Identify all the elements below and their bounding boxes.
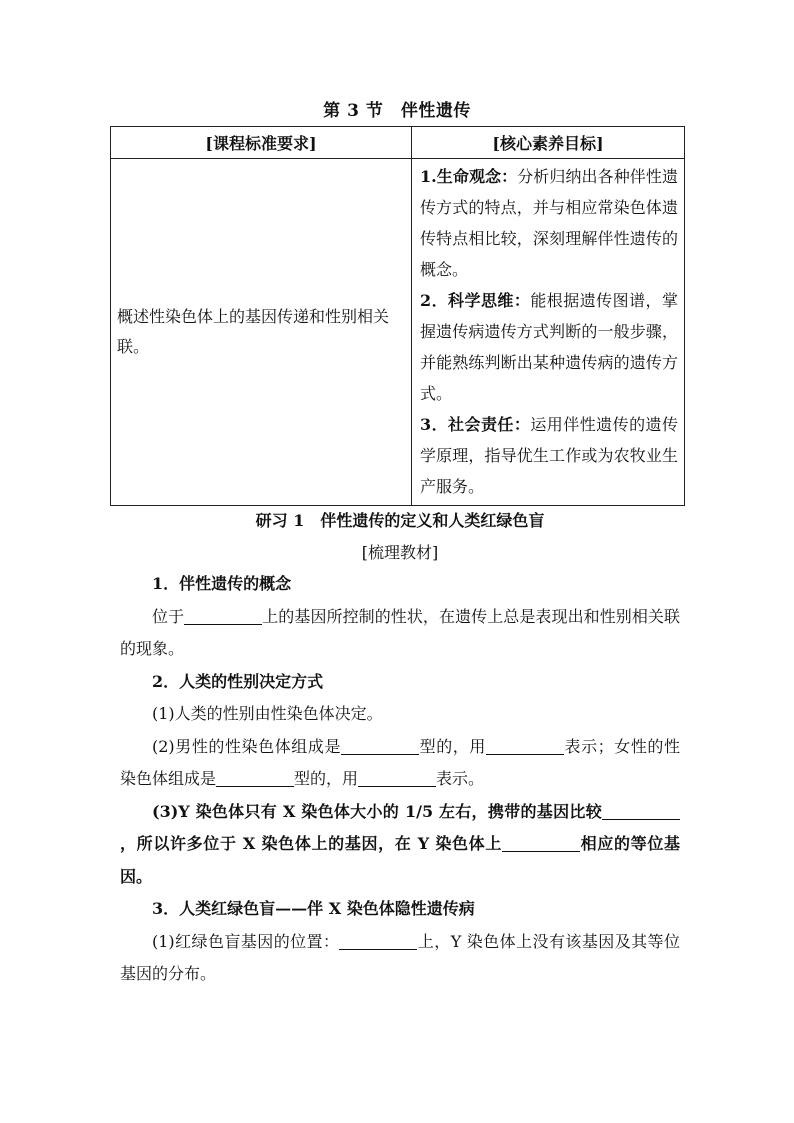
study-title: 研习 1 伴性遗传的定义和人类红绿色盲 bbox=[255, 511, 545, 530]
paragraph-1 bbox=[120, 601, 680, 666]
fill-blank[interactable] bbox=[184, 606, 262, 625]
goal-lead: 3．社会责任： bbox=[420, 415, 531, 434]
fill-blank[interactable] bbox=[486, 736, 564, 755]
text-run: 上，Y 染色体上没有该基因及其等位基因的分布。 bbox=[120, 931, 680, 983]
section-title: 第 3 节 伴性遗传 bbox=[323, 101, 471, 121]
fill-blank[interactable] bbox=[339, 931, 417, 950]
curriculum-standard-text: 概述性染色体上的基因传递和性别相关联。 bbox=[111, 159, 412, 506]
table-body-row bbox=[111, 159, 685, 506]
text-run: 表示。 bbox=[436, 769, 485, 788]
text-run: 相应的等位基因。 bbox=[120, 834, 680, 886]
study-subtitle: [梳理教材] bbox=[361, 543, 439, 562]
goal-lead: 1.生命观念： bbox=[420, 167, 518, 186]
text-run: (3)Y 染色体只有 X 染色体大小的 1/5 左右，携带的基因比较 bbox=[152, 801, 602, 821]
fill-blank[interactable] bbox=[358, 768, 436, 787]
goal-item-scientific-thinking bbox=[420, 285, 678, 409]
paragraph-5 bbox=[120, 926, 680, 991]
fill-blank[interactable] bbox=[341, 736, 419, 755]
header-curriculum-standards: [课程标准要求] bbox=[111, 127, 412, 159]
text-run: 型的，用 bbox=[294, 769, 359, 788]
goal-text: 能根据遗传图谱，掌握遗传病遗传方式判断的一般步骤，并能熟练判断出某种遗传病的遗传方式。 bbox=[420, 291, 678, 403]
heading-3: 3．人类红绿色盲——伴 X 染色体隐性遗传病 bbox=[152, 899, 475, 918]
fill-blank[interactable] bbox=[602, 801, 680, 820]
heading-1: 1．伴性遗传的概念 bbox=[152, 574, 292, 593]
goal-lead: 2．科学思维： bbox=[420, 291, 531, 310]
text-run: 位于 bbox=[152, 606, 185, 626]
header-core-literacy-goals: [核心素养目标] bbox=[412, 127, 685, 159]
fill-blank[interactable] bbox=[216, 768, 294, 787]
goal-text: 分析归纳出各种伴性遗传方式的特点，并与相应常染色体遗传特点相比较，深刻理解伴性遗传的概念。 bbox=[420, 167, 678, 279]
goal-text: 运用伴性遗传的遗传学原理，指导优生工作或为农牧业生产服务。 bbox=[420, 415, 678, 496]
text-run: (1)红绿色盲基因的位置： bbox=[152, 931, 340, 951]
paragraph-4 bbox=[120, 796, 680, 894]
heading-2: 2．人类的性别决定方式 bbox=[152, 671, 324, 691]
text-run: 表示；女性的性染色体组成是 bbox=[120, 736, 680, 788]
paragraph-2: (1)人类的性别由性染色体决定。 bbox=[152, 704, 383, 723]
goal-item-life-concept bbox=[420, 161, 678, 285]
study-body bbox=[120, 568, 680, 991]
standards-goals-table bbox=[110, 126, 685, 506]
goal-item-social-responsibility bbox=[420, 409, 678, 502]
table-header-row bbox=[111, 127, 685, 159]
text-run: 型的，用 bbox=[419, 736, 486, 756]
core-literacy-goals-cell bbox=[412, 159, 685, 506]
paragraph-3 bbox=[120, 731, 680, 796]
text-run: (2)男性的性染色体组成是 bbox=[152, 736, 342, 756]
text-run: 上的基因所控制的性状，在遗传上总是表现出和性别相关联的现象。 bbox=[120, 606, 680, 658]
text-run: ，所以许多位于 X 染色体上的基因，在 Y 染色体上 bbox=[120, 834, 503, 853]
fill-blank[interactable] bbox=[502, 833, 580, 852]
